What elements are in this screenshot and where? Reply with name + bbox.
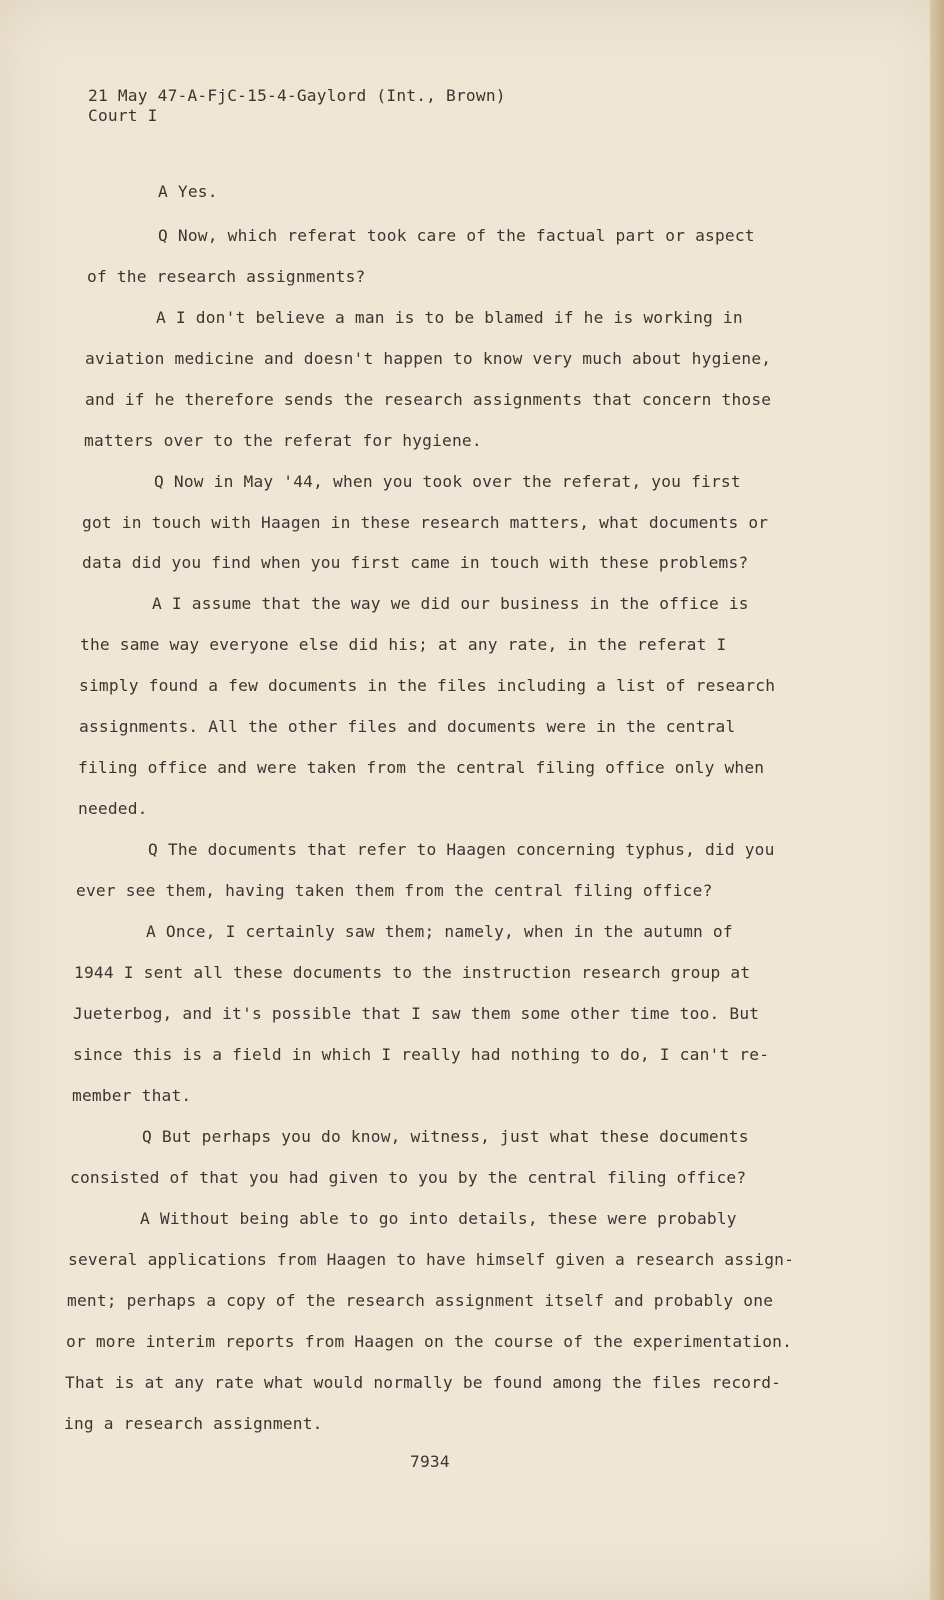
transcript-line: A I don't believe a man is to be blamed if he is working in <box>156 308 743 327</box>
transcript-line: Q The documents that refer to Haagen concerning typhus, did you <box>148 840 775 859</box>
transcript-line: assignments. All the other files and documents were in the central <box>79 717 736 736</box>
transcript-line: A Without being able to go into details, these were probably <box>140 1209 737 1228</box>
page-number: 7934 <box>410 1452 450 1471</box>
transcript-line: of the research assignments? <box>87 267 366 286</box>
transcript-line: and if he therefore sends the research assignments that concern those <box>85 390 772 409</box>
transcript-line: simply found a few documents in the files including a list of research <box>79 676 776 695</box>
transcript-line: ing a research assignment. <box>64 1414 323 1433</box>
transcript-line: A I assume that the way we did our business in the office is <box>152 594 749 613</box>
transcript-line: That is at any rate what would normally be found among the files record- <box>65 1373 782 1392</box>
transcript-line: matters over to the referat for hygiene. <box>84 431 482 450</box>
transcript-line: 1944 I sent all these documents to the instruction research group at <box>74 963 751 982</box>
transcript-line: filing office and were taken from the central filing office only when <box>78 758 765 777</box>
transcript-line: member that. <box>72 1086 192 1105</box>
transcript-line: ment; perhaps a copy of the research assignment itself and probably one <box>67 1291 774 1310</box>
transcript-line: Q Now in May '44, when you took over the referat, you first <box>154 472 741 491</box>
transcript-line: aviation medicine and doesn't happen to know very much about hygiene, <box>85 349 772 368</box>
transcript-line: or more interim reports from Haagen on the course of the experimentation. <box>66 1332 793 1351</box>
header-line-2: Court I <box>88 106 158 125</box>
transcript-line: got in touch with Haagen in these research matters, what documents or <box>82 513 769 532</box>
transcript-line: Jueterbog, and it's possible that I saw them some other time too. But <box>73 1004 760 1023</box>
paper-edge <box>930 0 944 1600</box>
transcript-line: needed. <box>78 799 148 818</box>
transcript-line: Q Now, which referat took care of the factual part or aspect <box>158 226 755 245</box>
transcript-line: data did you find when you first came in touch with these problems? <box>82 553 749 572</box>
transcript-line: the same way everyone else did his; at any rate, in the referat I <box>80 635 727 654</box>
transcript-line: Q But perhaps you do know, witness, just what these documents <box>142 1127 749 1146</box>
transcript-line: ever see them, having taken them from the central filing office? <box>76 881 713 900</box>
transcript-line: since this is a field in which I really had nothing to do, I can't re- <box>73 1045 770 1064</box>
transcript-line: several applications from Haagen to have himself given a research assign- <box>68 1250 795 1269</box>
transcript-line: A Once, I certainly saw them; namely, when in the autumn of <box>146 922 733 941</box>
header-line-1: 21 May 47-A-FjC-15-4-Gaylord (Int., Brown) <box>88 86 506 105</box>
transcript-line: A Yes. <box>158 182 218 201</box>
transcript-line: consisted of that you had given to you by the central filing office? <box>70 1168 747 1187</box>
